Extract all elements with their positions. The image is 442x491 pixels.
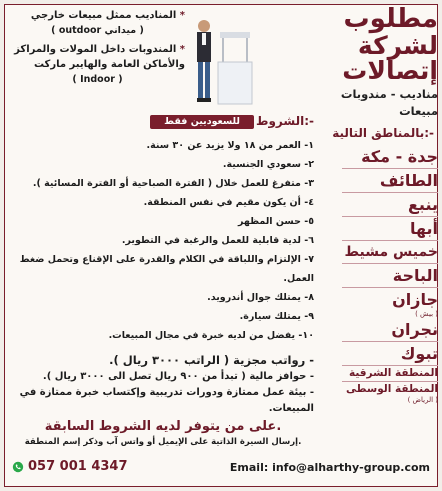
headline-sub2: مبيعات [399, 103, 438, 118]
job-type-outdoor [10, 8, 185, 38]
promoter-illustration [190, 12, 254, 107]
stand-pole-icon [246, 38, 248, 64]
person-leg-icon [198, 62, 203, 98]
job-types [10, 8, 185, 87]
area-item: أبها [409, 219, 438, 238]
job-type-indoor-note: ( Indoor ) [72, 74, 123, 85]
area-item: الباحة [392, 266, 438, 285]
star-icon: * [179, 44, 185, 55]
person-shoe-icon [204, 98, 211, 102]
condition-item: ٧- الإلتزام واللباقة في الكلام والقدرة على الإقناع وتحمل ضغط العمل. [19, 254, 314, 284]
person-leg-icon [205, 62, 210, 98]
area-item: الطائف [379, 171, 438, 190]
area-item: المنطقة الشرقية [349, 367, 438, 379]
closing-line1: على من يتوفر لديه الشروط السابقة. [44, 419, 282, 434]
divider [342, 365, 438, 366]
conditions-header [12, 114, 314, 132]
job-type-outdoor-text: المناديب ممثل مبيعات خارجي [30, 10, 177, 21]
saudi-only-badge: للسعوديين فقط [150, 115, 254, 129]
stand-counter-icon [218, 62, 252, 104]
headline-line2: لشركة [357, 30, 438, 60]
headline-block [326, 6, 438, 118]
phone-number: 057 001 4347 [28, 459, 128, 474]
condition-item: ٥- حسن المظهر [237, 216, 314, 227]
closing-note [8, 418, 318, 449]
job-type-indoor [10, 42, 185, 87]
areas-title: بالمناطق التالية:- [332, 126, 434, 140]
area-item: تبوك [400, 344, 438, 363]
area-item: جازان [392, 290, 438, 309]
closing-line2: إرسال السيرة الذاتية على الإيميل أو واتس آب وذكر إسم المنطقة. [24, 437, 302, 447]
headline-sub1: مناديب - مندوبات [340, 86, 438, 101]
perk-salary: - رواتب مجزية ( الراتب ٣٠٠٠ ريال ). [109, 353, 314, 367]
contact-footer [4, 456, 438, 478]
condition-item: ٣- متفرغ للعمل خلال ( الفترة الصباحية أو الفترة المسائية ). [32, 178, 314, 189]
conditions-list [12, 136, 314, 345]
condition-item: ٢- سعودي الجنسية. [222, 159, 314, 170]
job-type-outdoor-note: ( ميداني outdoor ) [51, 25, 144, 36]
area-note: ( بيش ) [415, 310, 438, 318]
divider [342, 341, 438, 342]
conditions-label: الشروط:- [256, 114, 314, 128]
condition-item: ١٠- يفضل من لديه خبرة في مجال المبيعات. [108, 330, 314, 341]
stand-top-icon [220, 32, 250, 38]
divider [342, 263, 438, 264]
person-shoe-icon [197, 98, 204, 102]
headline-line3: إتصالات [342, 56, 438, 86]
perk-incentives: - حوافز مالية ( تبدأ من ٩٠٠ ريال تصل الى ٣٠٠٠ ريال ). [42, 371, 314, 382]
person-shirt-icon [202, 33, 206, 45]
areas-list [330, 146, 438, 405]
area-item: ينبع [408, 195, 438, 214]
job-type-indoor-text: المندوبات داخل المولات والمراكز والأماكن العامة والهايبر ماركت [14, 44, 185, 70]
area-item: جدة - مكة [361, 147, 438, 166]
area-item: نجران [391, 320, 438, 339]
headline-line1: مطلوب [343, 4, 438, 34]
perk-environment: - بيئة عمل ممتازة ودورات تدريبية وإكتساب خبرة ممتازة في المبيعات. [19, 387, 314, 414]
phone-contact[interactable] [12, 459, 128, 474]
condition-item: ٤- أن يكون مقيم في نفس المنطقة. [143, 197, 314, 208]
divider [342, 216, 438, 217]
star-icon: * [179, 10, 185, 21]
perks-list [12, 352, 314, 417]
person-head-icon [198, 20, 210, 32]
whatsapp-icon [12, 461, 24, 473]
divider [342, 381, 438, 382]
divider [342, 168, 438, 169]
divider [342, 240, 438, 241]
area-item: خميس مشيط [344, 244, 438, 260]
condition-item: ١- العمر من ١٨ ولا يزيد عن ٣٠ سنة. [146, 140, 314, 151]
divider [342, 287, 438, 288]
divider [342, 192, 438, 193]
condition-item: ٦- لدية قابلية للعمل والرغبة في التطوير. [121, 235, 314, 246]
area-item: المنطقة الوسطى [346, 383, 438, 395]
condition-item: ٩- يمتلك سيارة. [239, 311, 314, 322]
area-note: ( الرياض ) [407, 396, 438, 404]
email-contact[interactable]: Email: info@alharthy-group.com [229, 461, 430, 474]
condition-item: ٨- يمتلك جوال أندرويد. [207, 292, 314, 303]
stand-pole-icon [222, 38, 224, 64]
